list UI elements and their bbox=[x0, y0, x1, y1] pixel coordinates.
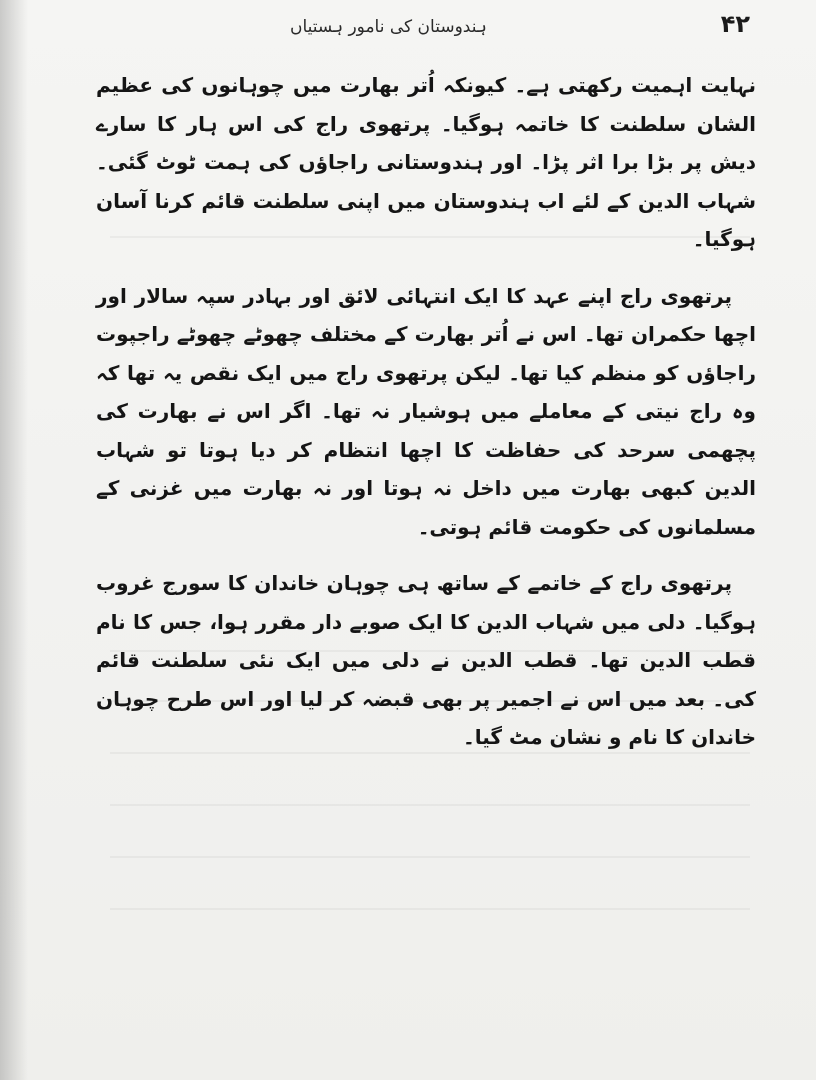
paragraph-2: پرتھوی راج اپنے عہد کا ایک انتہائی لائق اور بہادر سپہ سالار اور اچھا حکمران تھا۔ اس نے اُتر بھارت کے مختلف چھوٹے چھوٹے راجپوت راجاؤں کو منظم کیا تھا۔ لیکن پرتھوی راج میں ایک نقص یہ تھا کہ وہ راج نیتی کے معاملے میں ہوشیار نہ تھا۔ اگر اس نے بھارت کی پچھمی سرحد کی حفاظت کا اچھا انتظام کر دیا ہوتا تو شہاب الدین کبھی بھارت میں داخل نہ ہوتا اور نہ بھارت میں غزنی کے مسلمانوں کی حکومت قائم ہوتی۔ bbox=[96, 283, 756, 539]
running-title: ہندوستان کی نامور ہستیاں bbox=[290, 17, 487, 37]
binding-gutter-shadow bbox=[0, 0, 28, 1080]
page-number: ۴۲ bbox=[720, 10, 750, 38]
page-body bbox=[96, 66, 756, 757]
page-header bbox=[230, 10, 750, 44]
bleed-through-line bbox=[110, 856, 750, 858]
bleed-through-line bbox=[110, 908, 750, 910]
paragraph-3: پرتھوی راج کے خاتمے کے ساتھ ہی چوہان خاندان کا سورج غروب ہوگیا۔ دلی میں شہاب الدین کا ایک صوبے دار مقرر ہوا، جس کا نام قطب الدین تھا۔ قطب الدین نے دلی میں ایک نئی سلطنت قائم کی۔ بعد میں اس نے اجمیر پر بھی قبضہ کر لیا اور اس طرح چوہان خاندان کا نام و نشان مٹ گیا۔ bbox=[96, 571, 756, 749]
paragraph-1: نہایت اہمیت رکھتی ہے۔ کیونکہ اُتر بھارت میں چوہانوں کی عظیم الشان سلطنت کا خاتمہ ہوگیا۔ پرتھوی راج کی اس ہار کا سارے دیش پر بڑا برا اثر پڑا۔ اور ہندوستانی راجاؤں کی ہمت ٹوٹ گئی۔ شہاب الدین کے لئے اب ہندوستان میں اپنی سلطنت قائم کرنا آسان ہوگیا۔ bbox=[96, 73, 756, 251]
bleed-through-line bbox=[110, 804, 750, 806]
